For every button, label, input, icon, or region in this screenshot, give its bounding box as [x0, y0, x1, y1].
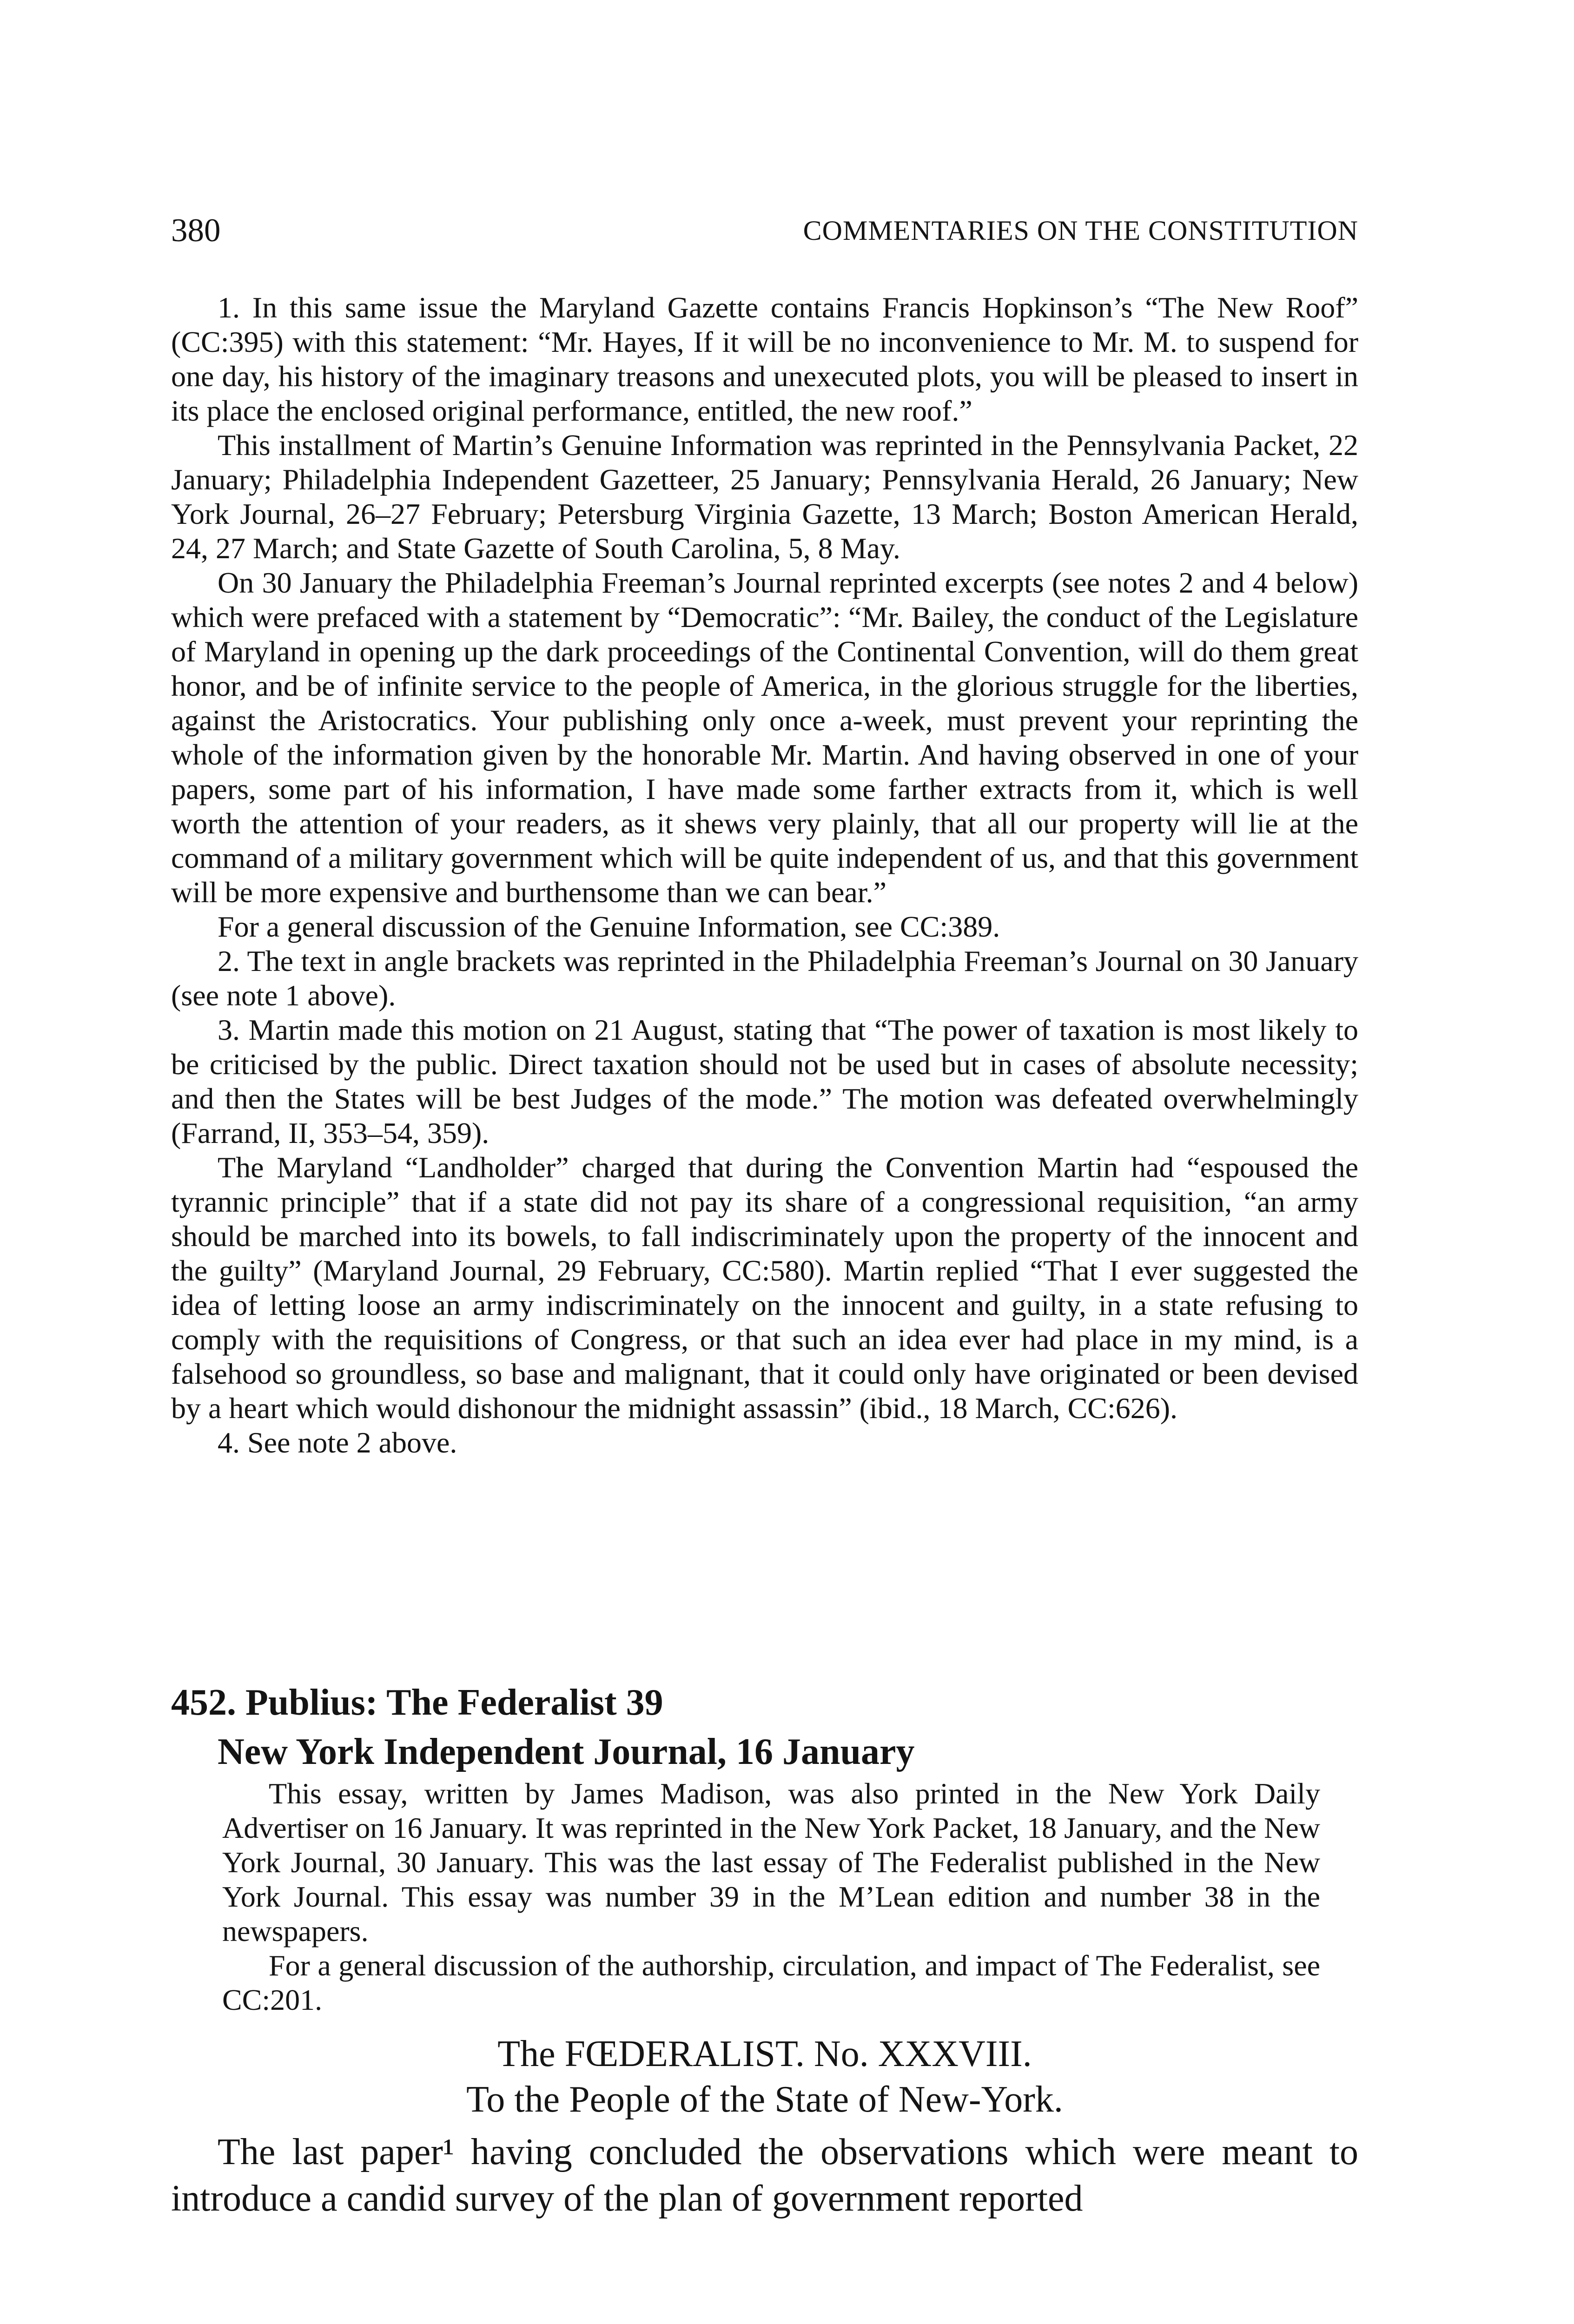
essay-body [171, 2129, 1358, 2222]
note-paragraph: For a general discussion of the Genuine Information, see CC:389. [218, 910, 1000, 943]
note-paragraph: On 30 January the Philadelphia Freeman’s Journal reprinted excerpts (see notes 2 and 4 below) which were prefaced with a statement by “Democratic”: “Mr. Bailey, the conduct of the Legislature of Maryland in opening up the dark proceedings of the Continental Convention, will do them great honor, and be of infinite service to the people of America, in the glorious struggle for the liberties, against the Aristocratics. Your publishing only once a-week, must prevent your reprinting the whole of the information given by the honorable Mr. Martin. And having observed in one of your papers, some part of his information, I have made some farther extracts from it, which is well worth the attention of your readers, as it shews very plainly, that all our property will lie at the command of a military government which will be quite independent of us, and that this government will be more expensive and burthensome than we can bear.” [171, 566, 1358, 909]
document-source: New York Independent Journal, 16 January [218, 1731, 915, 1772]
note-paragraph: 4. See note 2 above. [218, 1426, 457, 1459]
note-paragraph: 2. The text in angle brackets was reprinted in the Philadelphia Freeman’s Journal on 30 January (see note 1 above). [171, 944, 1358, 1012]
essay-heading [171, 2031, 1358, 2122]
essay-paragraph: The last paper¹ having concluded the observations which were meant to introduce a candid survey of the plan of government reported [171, 2132, 1358, 2219]
essay-title: The FŒDERALIST. No. XXXVIII. [497, 2034, 1032, 2074]
note-paragraph: 1. In this same issue the Maryland Gazette contains Francis Hopkinson’s “The New Roof” (CC:395) with this statement: “Mr. Hayes, If it will be no inconvenience to Mr. M. to suspend for one day, his history of the imaginary treasons and unexecuted plots, you will be pleased to insert in its place the enclosed original performance, entitled, the new roof.” [171, 291, 1358, 427]
document-heading [171, 1678, 1358, 1776]
intro-paragraph: This essay, written by James Madison, was also printed in the New York Daily Advertiser on 16 January. It was reprinted in the New York Packet, 18 January, and the New York Journal, 30 January. This was the last essay of The Federalist published in the New York Journal. This essay was number 39 in the M’Lean edition and number 38 in the newspapers. [222, 1777, 1320, 1948]
note-paragraph: The Maryland “Landholder” charged that during the Convention Martin had “espoused the tyrannic principle” that if a state did not pay its share of a congressional requisition, “an army should be marched into its bowels, to fall indiscriminately upon the property of the innocent and the guilty” (Maryland Journal, 29 February, CC:580). Martin replied “That I ever suggested the idea of letting loose an army indiscriminately on the innocent and guilty, in a state refusing to comply with the requisitions of Congress, or that such an idea ever had place in my mind, is a falsehood so groundless, so base and malignant, that it could only have originated or been devised by a heart which would dishonour the midnight assassin” (ibid., 18 March, CC:626). [171, 1151, 1358, 1425]
note-paragraph: This installment of Martin’s Genuine Information was reprinted in the Pennsylvania Packet, 22 January; Philadelphia Independent Gazetteer, 25 January; Pennsylvania Herald, 26 January; New York Journal, 26–27 February; Petersburg Virginia Gazette, 13 March; Boston American Herald, 24, 27 March; and State Gazette of South Carolina, 5, 8 May. [171, 429, 1358, 565]
running-title: COMMENTARIES ON THE CONSTITUTION [803, 215, 1358, 246]
note-paragraph: 3. Martin made this motion on 21 August, stating that “The power of taxation is most likely to be criticised by the public. Direct taxation should not be used but in cases of absolute necessity; and then the States will be best Judges of the mode.” The motion was defeated overwhelmingly (Farrand, II, 353–54, 359). [171, 1013, 1358, 1149]
editorial-introduction [222, 1776, 1320, 2017]
essay-salutation: To the People of the State of New-York. [466, 2079, 1063, 2120]
endnotes [171, 290, 1358, 1460]
document-title: 452. Publius: The Federalist 39 [171, 1682, 663, 1723]
page-header [171, 212, 1358, 254]
intro-paragraph: For a general discussion of the authorship, circulation, and impact of The Federalist, see CC:201. [222, 1949, 1320, 2016]
page-number: 380 [171, 212, 221, 249]
